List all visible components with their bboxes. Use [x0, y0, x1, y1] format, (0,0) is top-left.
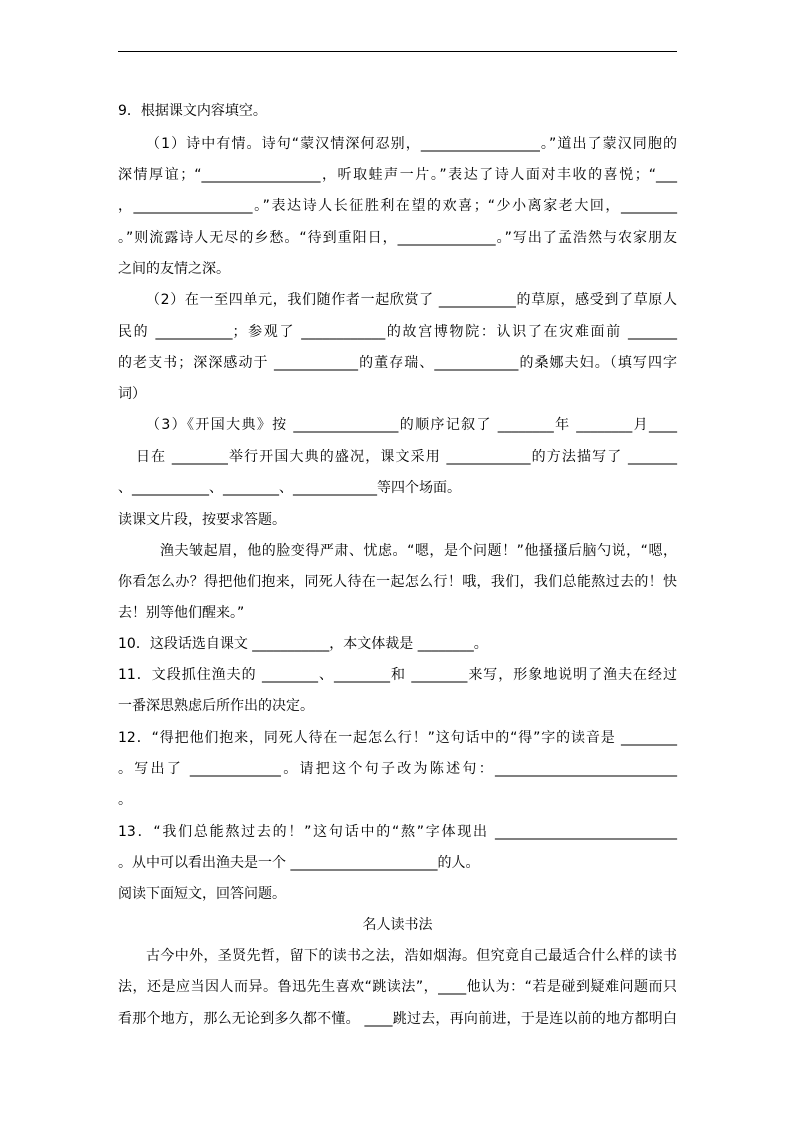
- reading2-passage-line: 古今中外，圣贤先哲，留下的读书之法，浩如烟海。但究竟自己最适合什么样的读书: [146, 948, 677, 964]
- reading2-title: 名人读书法: [362, 917, 433, 933]
- question-12-line: 。写出了 _____________。请把这个句子改为陈述句：__________________________: [118, 761, 677, 777]
- q9-part3-line: 、___________、________、____________等四个场面。: [118, 480, 461, 496]
- reading1-instruction: 读课文片段，按要求答题。: [118, 512, 286, 528]
- question-11-line: 11．文段抓住渔夫的 ________、________和 ________来写，形象地说明了渔夫在经过: [118, 667, 677, 683]
- q9-part2-line: 词）: [118, 386, 146, 402]
- q9-title: 9．根据课文内容填空。: [118, 103, 267, 119]
- reading2-passage-line: 法，还是应当因人而异。鲁迅先生喜欢“跳读法”，____他认为：“若是碰到疑难问题而只: [118, 979, 677, 995]
- reading1-passage-line: 渔夫皱起眉，他的脸变得严肃、忧虑。“嗯，是个问题！”他搔搔后脑勺说，“嗯，: [160, 543, 677, 559]
- reading2-instruction: 阅读下面短文，回答问题。: [118, 886, 286, 902]
- q9-part1-line: ，_________________。”表达诗人长征胜利在望的欢喜；“少小离家老大回，________: [118, 198, 677, 214]
- q9-part3-line: （3）《开国大典》按 _______________的顺序记叙了 ________年 ________月____: [146, 417, 677, 433]
- q9-part3-line: 日在 ________举行开国大典的盛况，课文采用 ____________的方法描写了 _______: [136, 449, 677, 465]
- q9-part2-line: 的老支书；深深感动于 ____________的董存瑞、____________的桑娜夫妇。（填写四字: [118, 355, 677, 371]
- header-rule: [118, 51, 677, 52]
- question-12-line: 12．“得把他们抱来，同死人待在一起怎么行！”这句话中的“得”字的读音是 ________: [118, 730, 677, 746]
- reading1-passage-line: 你看怎么办？得把他们抱来，同死人待在一起怎么行！哦，我们，我们总能熬过去的！快: [118, 574, 677, 590]
- question-10: 10．这段话选自课文 ___________，本文体裁是 ________。: [118, 636, 488, 652]
- q9-part2-line: 民的 ___________；参观了 ____________的故宫博物院：认识了在灾难面前 _______: [118, 324, 677, 340]
- question-12-line: 。: [118, 792, 132, 808]
- q9-part1-line: 之间的友情之深。: [118, 261, 230, 277]
- q9-part1-line: （1）诗中有情。诗句“蒙汉情深何忍别，_________________。”道出了蒙汉同胞的: [146, 136, 677, 152]
- reading2-passage-line: 看那个地方，那么无论到多久都不懂。 ____跳过去，再向前进，于是连以前的地方都明白: [118, 1011, 677, 1027]
- question-11-line: 一番深思熟虑后所作出的决定。: [118, 698, 314, 714]
- q9-part2-line: （2）在一至四单元，我们随作者一起欣赏了 ___________的草原，感受到了草原人: [146, 292, 677, 308]
- q9-part1-line: 。”则流露诗人无尽的乡愁。“待到重阳日，______________。”写出了孟浩然与农家朋友: [118, 230, 677, 246]
- reading1-passage-line: 去！别等他们醒来。”: [118, 605, 245, 621]
- q9-part1-line: 深情厚谊；“_________________，听取蛙声一片。”表达了诗人面对丰收的喜悦；“___: [118, 167, 677, 183]
- question-13-line: 13．“我们总能熬过去的！”这句话中的“熬”字体现出 __________________________: [118, 824, 677, 840]
- question-13-line: 。从中可以看出渔夫是一个 _____________________的人。: [118, 855, 480, 871]
